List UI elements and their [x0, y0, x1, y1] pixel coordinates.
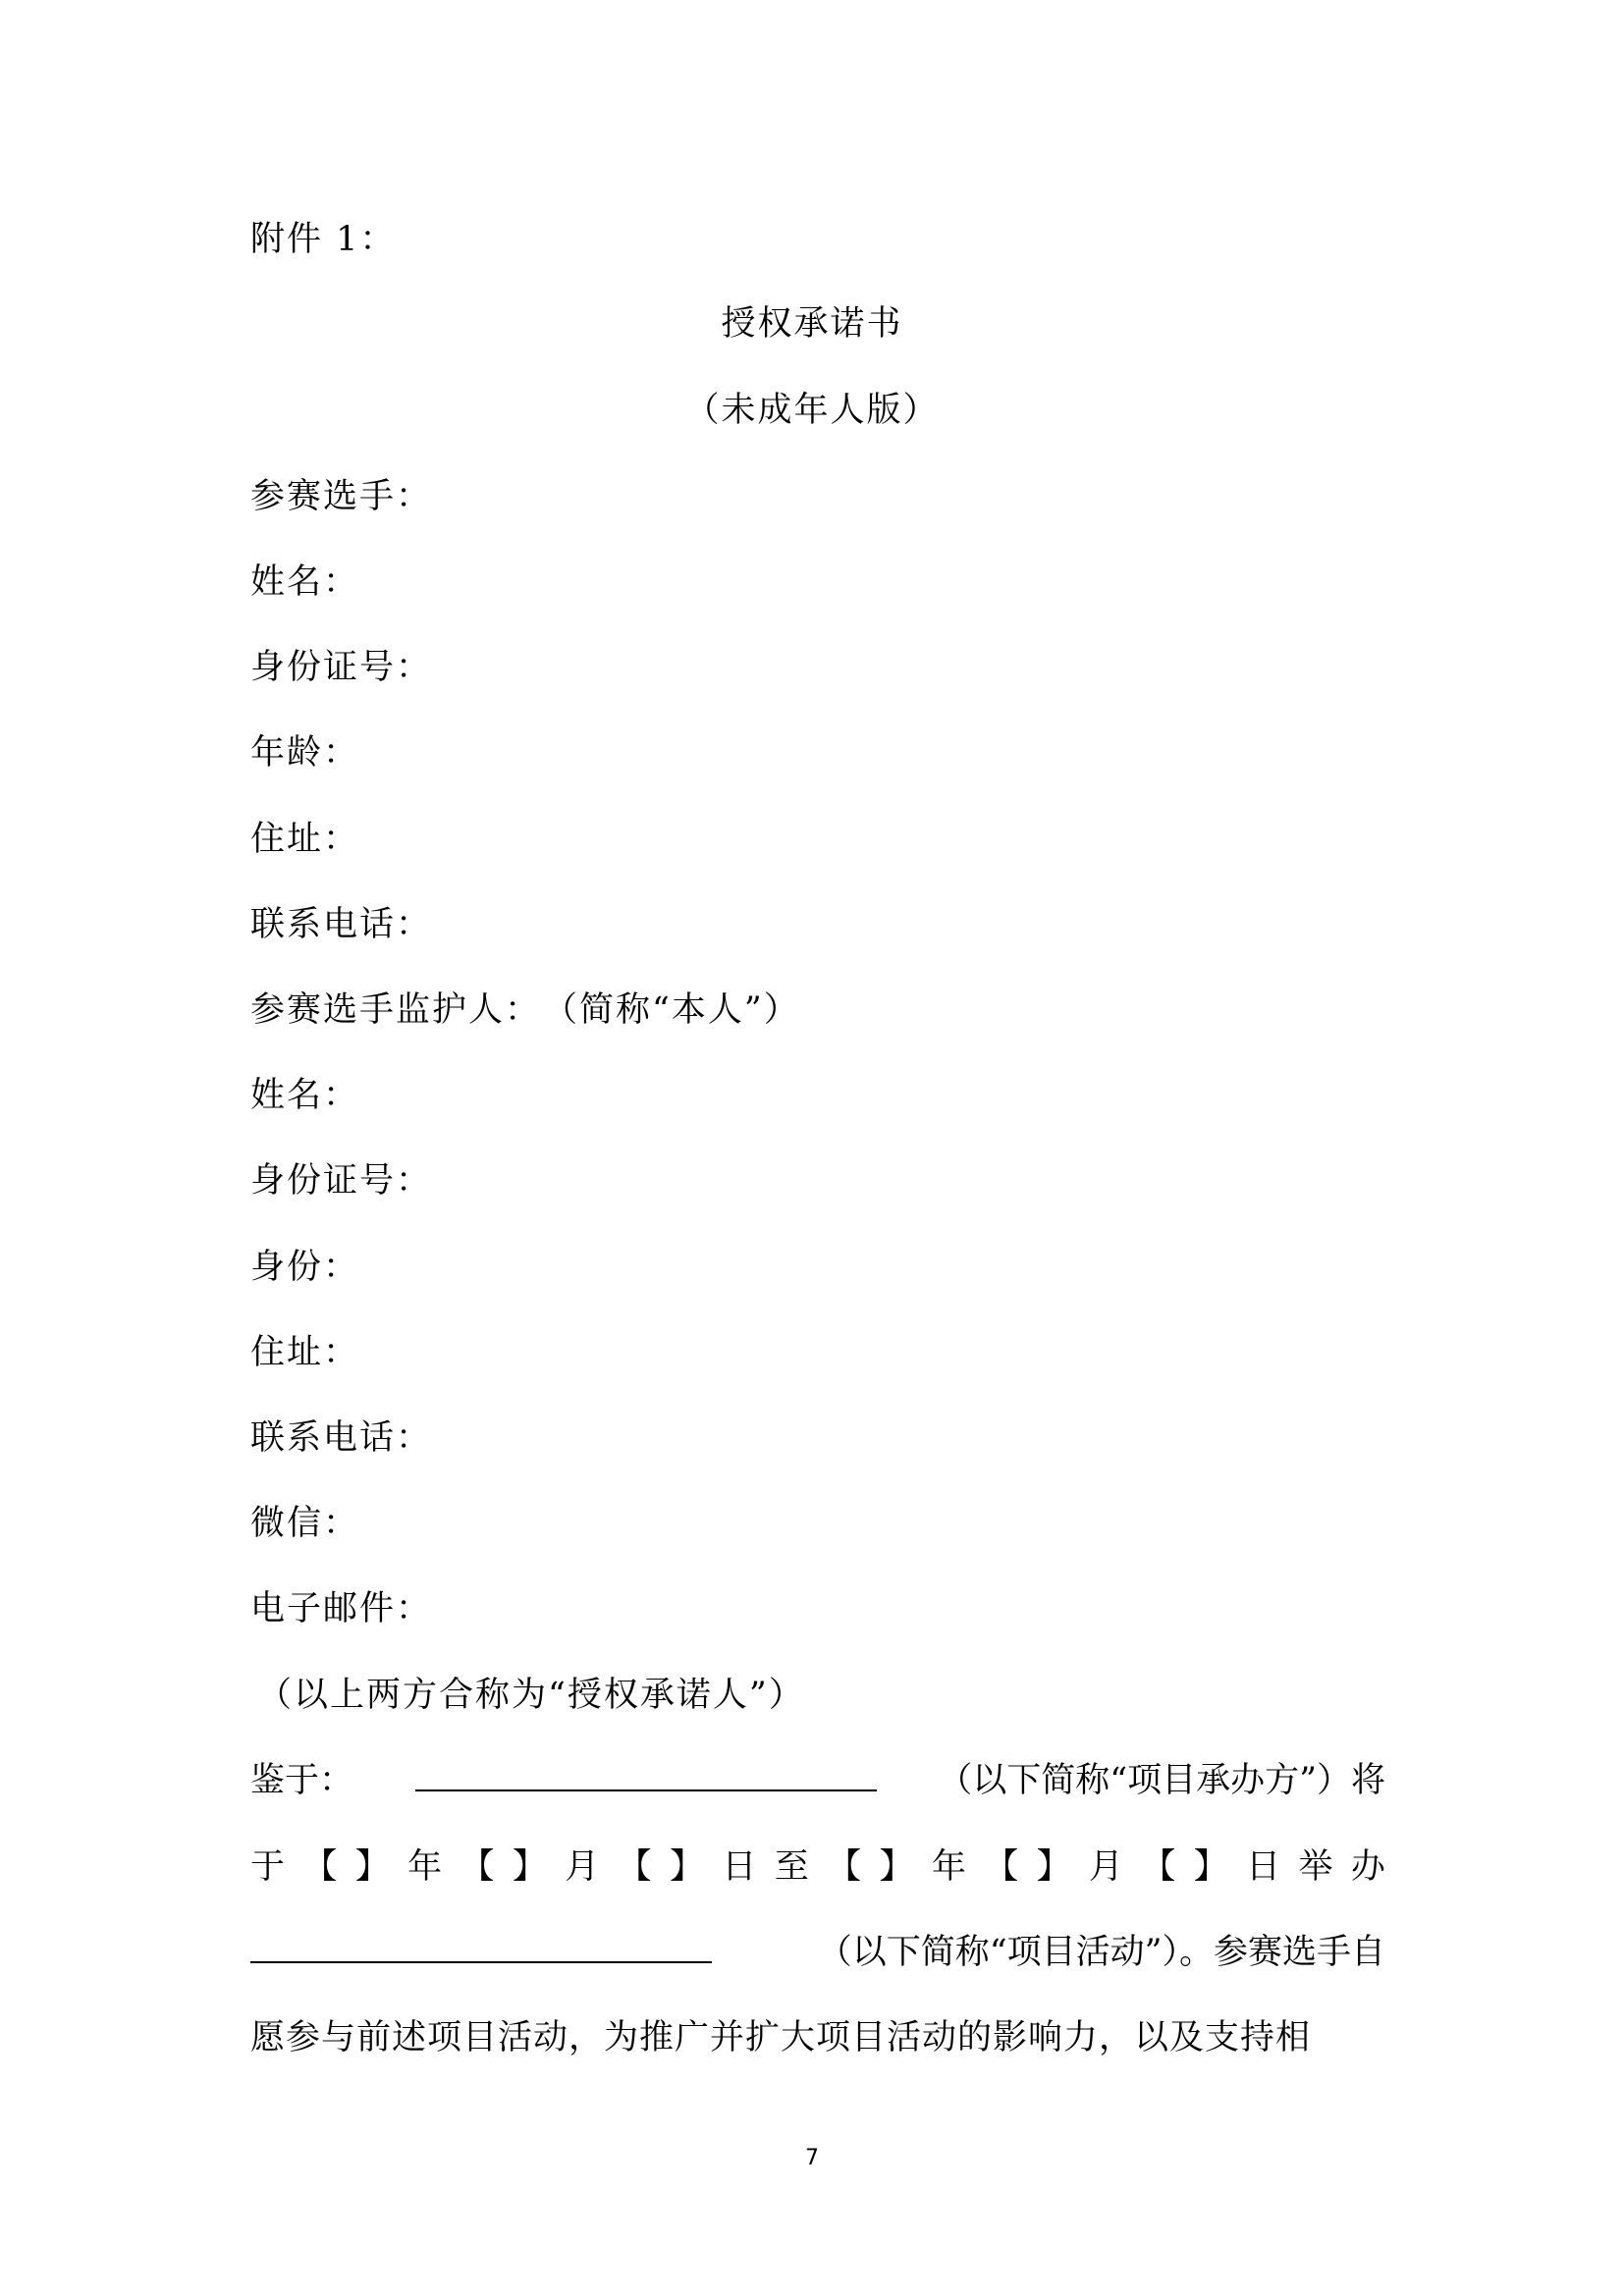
date-line-token: 办 [1350, 1847, 1385, 1887]
date-line-token: 【 [302, 1847, 338, 1887]
guardian-wechat-field: 微信： [250, 1504, 360, 1543]
body-line-4: 愿参与前述项目活动，为推广并扩大项目活动的影响力，以及支持相 [250, 2018, 1312, 2057]
body-line-1 [250, 1759, 1385, 1802]
date-line-token: 】 [1193, 1847, 1228, 1887]
guardian-id-field: 身份证号： [250, 1161, 433, 1201]
body-line-1-suffix: （以下简称“项目承办方”）将 [938, 1761, 1385, 1800]
date-line-token: 】 [879, 1847, 914, 1887]
organizer-blank [415, 1760, 877, 1791]
date-line-token: 年 [931, 1847, 966, 1887]
contestant-id-field: 身份证号： [250, 648, 433, 687]
date-line-token: 】 [512, 1847, 547, 1887]
date-line-token: 【 [984, 1847, 1019, 1887]
body-line-3 [250, 1931, 1385, 1974]
contestant-heading: 参赛选手： [250, 477, 433, 516]
guardian-heading: 参赛选手监护人： （简称“本人”） [250, 990, 800, 1030]
date-line-token: 【 [1141, 1847, 1176, 1887]
date-line-token: 【 [460, 1847, 495, 1887]
date-line-token: 【 [827, 1847, 862, 1887]
date-line-token: 于 [250, 1847, 286, 1887]
guardian-phone-field: 联系电话： [250, 1418, 433, 1458]
date-line-token: 】 [670, 1847, 705, 1887]
guardian-name-field: 姓名： [250, 1076, 360, 1115]
document-title: 授权承诺书 [721, 304, 903, 344]
date-line-token: 日 [1246, 1847, 1281, 1887]
date-line-token: 】 [1036, 1847, 1071, 1887]
page-number: 7 [805, 2146, 819, 2170]
joint-party-note: （以上两方合称为“授权承诺人”） [257, 1676, 805, 1715]
body-line-2-dates [250, 1845, 1385, 1889]
contestant-phone-field: 联系电话： [250, 905, 433, 944]
date-line-token: 举 [1298, 1847, 1333, 1887]
contestant-age-field: 年龄： [250, 733, 360, 773]
document-subtitle: （未成年人版） [684, 391, 940, 430]
activity-blank [250, 1932, 712, 1963]
date-line-token: 月 [1089, 1847, 1124, 1887]
date-line-token: 】 [354, 1847, 390, 1887]
guardian-identity-field: 身份： [250, 1248, 360, 1287]
contestant-address-field: 住址： [250, 820, 360, 859]
guardian-email-field: 电子邮件： [250, 1589, 433, 1629]
date-line-token: 【 [617, 1847, 652, 1887]
attachment-label: 附件 1： [250, 220, 397, 259]
body-line-3-suffix: （以下简称“项目活动”）。参赛选手自 [817, 1933, 1385, 1972]
date-line-token: 月 [565, 1847, 600, 1887]
body-line-1-prefix: 鉴于： [250, 1761, 354, 1800]
date-line-token: 至 [774, 1847, 809, 1887]
contestant-name-field: 姓名： [250, 562, 360, 602]
date-line-token: 年 [407, 1847, 443, 1887]
guardian-address-field: 住址： [250, 1333, 360, 1372]
date-line-token: 日 [722, 1847, 757, 1887]
